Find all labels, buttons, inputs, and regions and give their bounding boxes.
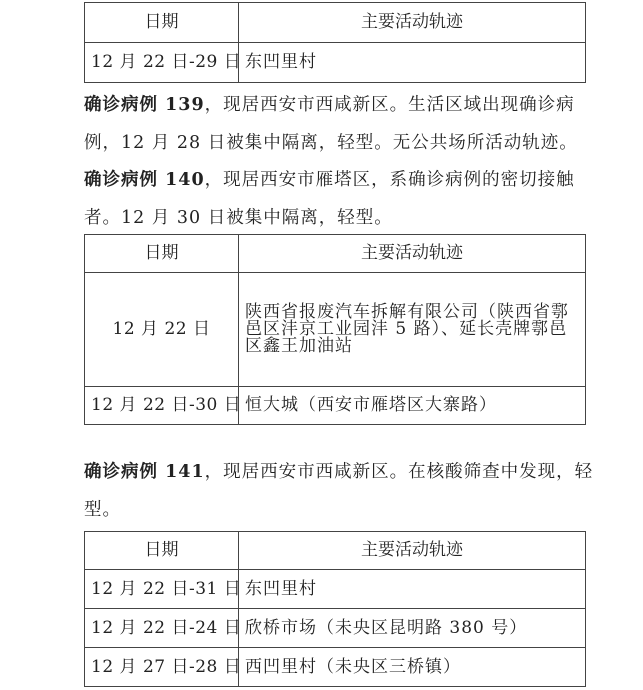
activity-header: 主要活动轨迹 <box>239 235 586 273</box>
table-row <box>85 609 586 648</box>
row-date: 12 月 22 日-30 日 <box>85 387 239 425</box>
case-140-text: ，现居西安市雁塔区，系确诊病例的密切接触者。12 月 30 日被集中隔离，轻型。 <box>84 170 575 228</box>
row-date: 12 月 22 日-31 日 <box>85 570 239 609</box>
activity-header: 主要活动轨迹 <box>239 3 586 43</box>
date-header: 日期 <box>85 532 239 570</box>
row-place: 欣桥市场（未央区昆明路 380 号） <box>239 609 586 648</box>
case-141-label: 确诊病例 141 <box>84 462 205 482</box>
table-header-row <box>85 235 586 273</box>
row-date: 12 月 22 日 <box>85 273 239 387</box>
table-row <box>85 648 586 687</box>
case-140-paragraph <box>84 161 594 237</box>
row-place: 东凹里村 <box>239 43 586 83</box>
case-139-paragraph <box>84 86 594 162</box>
case-139-text: ，现居西安市西咸新区。生活区域出现确诊病例，12 月 28 日被集中隔离，轻型。无公共场所活动轨迹。 <box>84 95 578 153</box>
table-row <box>85 273 586 387</box>
row-date: 12 月 22 日-24 日 <box>85 609 239 648</box>
table-row <box>85 387 586 425</box>
case-140-label: 确诊病例 140 <box>84 170 205 190</box>
case-139-label: 确诊病例 139 <box>84 95 205 115</box>
case-141-paragraph <box>84 453 594 529</box>
trace-table-3 <box>84 531 586 687</box>
row-place: 陕西省报废汽车拆解有限公司（陕西省鄠邑区沣京工业园沣 5 路）、延长壳牌鄠邑区鑫王加油站 <box>239 273 586 387</box>
trace-table-2 <box>84 234 586 425</box>
table-row <box>85 570 586 609</box>
table-header-row <box>85 3 586 43</box>
row-place: 西凹里村（未央区三桥镇） <box>239 648 586 687</box>
row-date: 12 月 27 日-28 日 <box>85 648 239 687</box>
table-header-row <box>85 532 586 570</box>
activity-header: 主要活动轨迹 <box>239 532 586 570</box>
row-place: 恒大城（西安市雁塔区大寨路） <box>239 387 586 425</box>
case-141-text: ，现居西安市西咸新区。在核酸筛查中发现，轻型。 <box>84 462 594 520</box>
date-header: 日期 <box>85 235 239 273</box>
row-place: 东凹里村 <box>239 570 586 609</box>
trace-table-1 <box>84 2 586 83</box>
table-row <box>85 43 586 83</box>
date-header: 日期 <box>85 3 239 43</box>
row-date: 12 月 22 日-29 日 <box>85 43 239 83</box>
